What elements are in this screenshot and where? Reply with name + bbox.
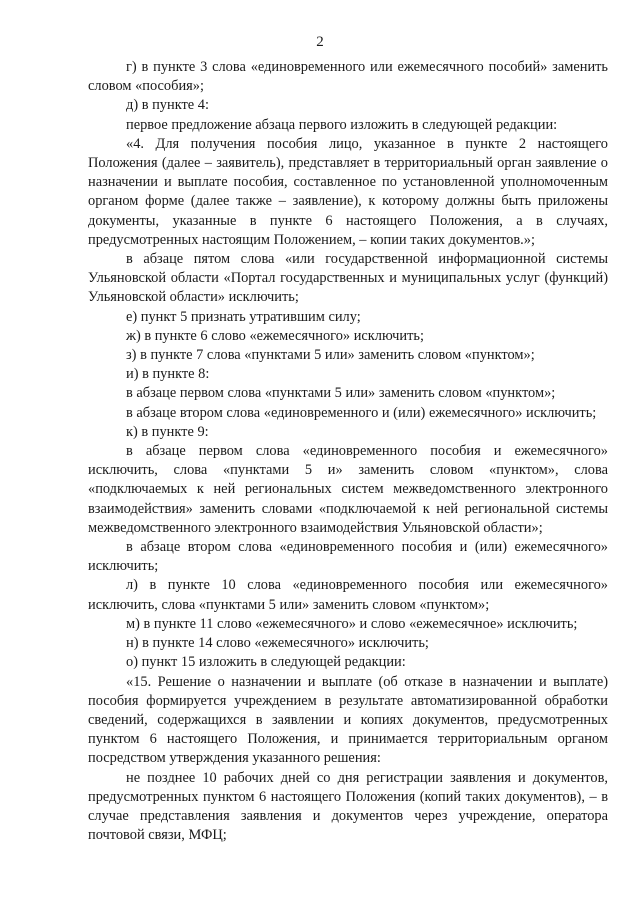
paragraph-first-sentence-intro: первое предложение абзаца первого изложить в следующей редакции: bbox=[126, 116, 558, 133]
paragraph-item-zh: ж) в пункте 6 слово «ежемесячного» исключить; bbox=[126, 327, 424, 344]
paragraph-item-g: г) в пункте 3 слова «единовременного или ежемесячного пособий» заменить словом «пособия»; bbox=[88, 59, 608, 95]
document-body bbox=[88, 58, 608, 845]
paragraph-item-k: к) в пункте 9: bbox=[126, 423, 209, 440]
paragraph-quoted-clause-4: «4. Для получения пособия лицо, указанное в пункте 2 настоящего Положения (далее – заявитель), представляет в территориальный орган заявление о назначении и выплате пособия, составленное по установленной уполномоченным органом форме (далее также – заявление), к которому должны быть приложены документы, указанные в пункте 6 настоящего Положения, а в случаях, предусмотренных настоящим Положением, – копии таких документов.»; bbox=[88, 135, 608, 248]
paragraph-quoted-clause-15: «15. Решение о назначении и выплате (об отказе в назначении и выплате) пособия формируется учреждением в результате автоматизированной обработки сведений, содержащихся в заявлении и копиях документов, предусмотренных пунктом 6 настоящего Положения, и принимается территориальным органом посредством утверждения указанного решения: bbox=[88, 673, 608, 767]
paragraph-fifth-abzac: в абзаце пятом слова «или государственной информационной системы Ульяновской области «Портал государственных и муниципальных услуг (функций) Ульяновской области» исключить; bbox=[88, 251, 608, 306]
paragraph-item-e: е) пункт 5 признать утратившим силу; bbox=[126, 308, 361, 325]
paragraph-item-n: н) в пункте 14 слово «ежемесячного» исключить; bbox=[126, 635, 429, 652]
paragraph-item-i-first: в абзаце первом слова «пунктами 5 или» заменить словом «пунктом»; bbox=[126, 385, 556, 402]
paragraph-item-l: л) в пункте 10 слова «единовременного пособия или ежемесячного» исключить, слова «пунктами 5 или» заменить словом «пунктом»; bbox=[88, 577, 608, 613]
paragraph-item-o: о) пункт 15 изложить в следующей редакции: bbox=[126, 654, 406, 671]
paragraph-item-d: д) в пункте 4: bbox=[126, 97, 209, 114]
paragraph-item-m: м) в пункте 11 слово «ежемесячного» и слово «ежемесячное» исключить; bbox=[126, 615, 578, 632]
paragraph-item-i-second: в абзаце втором слова «единовременного и (или) ежемесячного» исключить; bbox=[126, 404, 597, 421]
paragraph-item-k-first: в абзаце первом слова «единовременного пособия и ежемесячного» исключить, слова «пунктами 5 и» заменить словом «пунктом», слова «подключаемых к ней региональных систем межведомственного электронного взаимодействия» заменить словами «подключаемой к ней региональной системы межведомственного электронного взаимодействия Ульяновской области»; bbox=[88, 443, 608, 536]
paragraph-item-z: з) в пункте 7 слова «пунктами 5 или» заменить словом «пунктом»; bbox=[126, 347, 535, 364]
paragraph-item-k-second: в абзаце втором слова «единовременного пособия и (или) ежемесячного» исключить; bbox=[88, 539, 608, 575]
paragraph-deadline: не позднее 10 рабочих дней со дня регистрации заявления и документов, предусмотренных пунктом 6 настоящего Положения (копий таких документов), – в случае представления заявления и документов через учреждение, оператора почтовой связи, МФЦ; bbox=[88, 769, 608, 844]
paragraph-item-i: и) в пункте 8: bbox=[126, 366, 210, 383]
page-number: 2 bbox=[316, 34, 324, 50]
